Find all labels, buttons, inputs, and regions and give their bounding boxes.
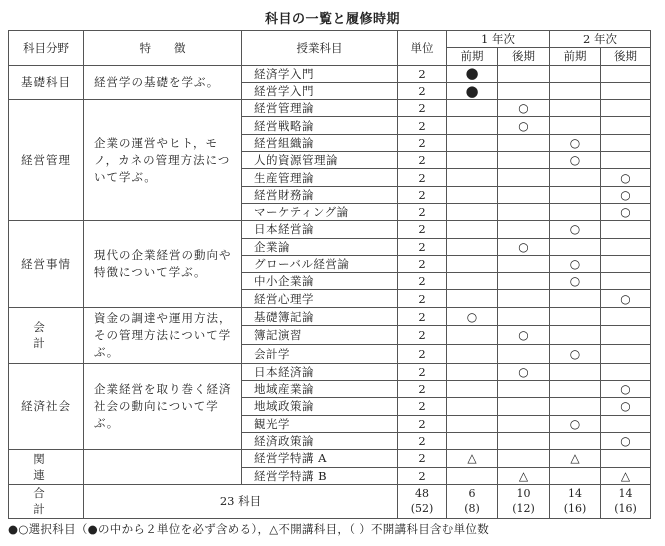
header-year2: 2 年次 [550, 31, 651, 48]
empty-cell [447, 398, 498, 415]
empty-cell [447, 467, 498, 484]
header-year1-early: 前期 [447, 48, 498, 65]
empty-cell [447, 221, 498, 238]
required-choice-mark: ● [447, 82, 498, 99]
course-unit: 2 [398, 273, 447, 290]
category-cell: 経営事情 [9, 221, 84, 307]
empty-cell [498, 65, 550, 82]
elective-mark: ○ [447, 307, 498, 326]
table-row [9, 307, 651, 326]
course-unit: 2 [398, 415, 447, 432]
empty-cell [601, 450, 651, 467]
empty-cell [498, 345, 550, 364]
elective-mark: ○ [498, 326, 550, 345]
empty-cell [447, 415, 498, 432]
empty-cell [601, 363, 651, 380]
course-name: 経済政策論 [242, 432, 398, 449]
not-offered-mark: △ [498, 467, 550, 484]
course-unit: 2 [398, 255, 447, 272]
elective-mark: ○ [498, 100, 550, 117]
empty-cell [498, 82, 550, 99]
empty-cell [601, 255, 651, 272]
totals-term-paren: (16) [563, 502, 587, 516]
totals-term-paren: (12) [512, 502, 535, 516]
course-unit: 2 [398, 238, 447, 255]
course-name: 中小企業論 [242, 273, 398, 290]
course-unit: 2 [398, 82, 447, 99]
totals-term [447, 484, 498, 518]
course-name: 簿記演習 [242, 326, 398, 345]
empty-cell [601, 117, 651, 134]
header-row-1 [9, 31, 651, 48]
course-unit: 2 [398, 363, 447, 380]
empty-cell [447, 134, 498, 151]
totals-term-value: 14 [618, 487, 633, 501]
course-unit: 2 [398, 326, 447, 345]
empty-cell [498, 255, 550, 272]
totals-term [601, 484, 651, 518]
empty-cell [601, 152, 651, 169]
course-name: 会計学 [242, 345, 398, 364]
course-name: 経営学特講 A [242, 450, 398, 467]
elective-mark: ○ [601, 432, 651, 449]
empty-cell [498, 221, 550, 238]
category-cell: 経営管理 [9, 100, 84, 221]
totals-term-value: 10 [516, 487, 531, 501]
empty-cell [447, 255, 498, 272]
empty-cell [601, 307, 651, 326]
empty-cell [498, 450, 550, 467]
not-offered-mark: △ [550, 450, 601, 467]
course-unit: 2 [398, 221, 447, 238]
header-unit: 単位 [398, 31, 447, 66]
category-cell: 基礎科目 [9, 65, 84, 100]
course-name: 経営学特講 B [242, 467, 398, 484]
course-unit: 2 [398, 467, 447, 484]
empty-cell [447, 169, 498, 186]
elective-mark: ○ [498, 117, 550, 134]
totals-row [9, 484, 651, 518]
empty-cell [601, 65, 651, 82]
header-field: 科目分野 [9, 31, 84, 66]
totals-courses: 23 科目 [84, 484, 398, 518]
empty-cell [447, 381, 498, 398]
elective-mark: ○ [550, 221, 601, 238]
course-unit: 2 [398, 65, 447, 82]
not-offered-mark: △ [601, 467, 651, 484]
empty-cell [550, 169, 601, 186]
empty-cell [498, 186, 550, 203]
course-unit: 2 [398, 450, 447, 467]
totals-term [498, 484, 550, 518]
totals-unit-paren: (52) [410, 502, 434, 516]
elective-mark: ○ [550, 255, 601, 272]
course-unit: 2 [398, 307, 447, 326]
totals-term [550, 484, 601, 518]
course-unit: 2 [398, 169, 447, 186]
empty-cell [498, 307, 550, 326]
table-row [9, 450, 651, 467]
empty-cell [550, 307, 601, 326]
empty-cell [550, 82, 601, 99]
header-year2-early: 前期 [550, 48, 601, 65]
empty-cell [550, 65, 601, 82]
totals-term-paren: (16) [614, 502, 637, 516]
empty-cell [447, 203, 498, 220]
course-unit: 2 [398, 152, 447, 169]
empty-cell [550, 186, 601, 203]
header-course: 授業科目 [242, 31, 398, 66]
empty-cell [601, 134, 651, 151]
empty-cell [601, 221, 651, 238]
empty-cell [601, 82, 651, 99]
totals-label: 合 計 [9, 484, 84, 518]
course-unit: 2 [398, 117, 447, 134]
elective-mark: ○ [601, 290, 651, 307]
description-cell [84, 450, 242, 485]
required-choice-mark: ● [447, 65, 498, 82]
course-name: 経営学入門 [242, 82, 398, 99]
empty-cell [447, 186, 498, 203]
empty-cell [601, 273, 651, 290]
empty-cell [550, 467, 601, 484]
course-name: 経営戦略論 [242, 117, 398, 134]
course-name: 地域政策論 [242, 398, 398, 415]
course-name: 日本経済論 [242, 363, 398, 380]
empty-cell [550, 363, 601, 380]
elective-mark: ○ [498, 238, 550, 255]
course-table [8, 30, 651, 519]
course-unit: 2 [398, 134, 447, 151]
elective-mark: ○ [550, 415, 601, 432]
elective-mark: ○ [550, 134, 601, 151]
empty-cell [550, 100, 601, 117]
description-cell: 企業の運営やヒト，モノ，カネの管理方法について学ぶ。 [84, 100, 242, 221]
empty-cell [498, 152, 550, 169]
course-name: 地域産業論 [242, 381, 398, 398]
empty-cell [447, 345, 498, 364]
course-unit: 2 [398, 381, 447, 398]
header-year1-late: 後期 [498, 48, 550, 65]
course-name: 基礎簿記論 [242, 307, 398, 326]
course-name: マーケティング論 [242, 203, 398, 220]
empty-cell [498, 290, 550, 307]
empty-cell [447, 100, 498, 117]
empty-cell [447, 326, 498, 345]
empty-cell [601, 238, 651, 255]
header-feature: 特 徴 [84, 31, 242, 66]
empty-cell [498, 169, 550, 186]
course-unit: 2 [398, 432, 447, 449]
empty-cell [447, 363, 498, 380]
header-year1: 1 年次 [447, 31, 550, 48]
empty-cell [550, 238, 601, 255]
elective-mark: ○ [550, 152, 601, 169]
course-unit: 2 [398, 398, 447, 415]
empty-cell [498, 432, 550, 449]
not-offered-mark: △ [447, 450, 498, 467]
elective-mark: ○ [550, 345, 601, 364]
totals-unit [398, 484, 447, 518]
table-row [9, 65, 651, 82]
totals-term-value: 6 [468, 487, 476, 501]
empty-cell [498, 398, 550, 415]
page-title: 科目の一覧と履修時期 [264, 12, 400, 27]
course-unit: 2 [398, 100, 447, 117]
empty-cell [550, 117, 601, 134]
course-name: 企業論 [242, 238, 398, 255]
course-name: 経営心理学 [242, 290, 398, 307]
empty-cell [498, 381, 550, 398]
elective-mark: ○ [601, 203, 651, 220]
elective-mark: ○ [601, 186, 651, 203]
course-name: 日本経営論 [242, 221, 398, 238]
table-row [9, 100, 651, 117]
description-cell: 経営学の基礎を学ぶ。 [84, 65, 242, 100]
course-name: 経営管理論 [242, 100, 398, 117]
empty-cell [447, 238, 498, 255]
empty-cell [550, 398, 601, 415]
description-cell: 資金の調達や運用方法，その管理方法について学ぶ。 [84, 307, 242, 363]
empty-cell [498, 273, 550, 290]
header-year2-late: 後期 [601, 48, 651, 65]
category-cell: 会 計 [9, 307, 84, 363]
empty-cell [550, 432, 601, 449]
elective-mark: ○ [601, 398, 651, 415]
description-cell: 企業経営を取り巻く経済社会の動向について学ぶ。 [84, 363, 242, 449]
empty-cell [601, 415, 651, 432]
course-unit: 2 [398, 203, 447, 220]
footnote: ●○選択科目（●の中から２単位を必ず含める），△不開講科目，（ ）不開講科目含む単位数 [8, 522, 489, 536]
empty-cell [447, 152, 498, 169]
course-name: グローバル経営論 [242, 255, 398, 272]
elective-mark: ○ [550, 273, 601, 290]
empty-cell [601, 326, 651, 345]
empty-cell [498, 203, 550, 220]
course-unit: 2 [398, 345, 447, 364]
category-cell: 経済社会 [9, 363, 84, 449]
elective-mark: ○ [601, 381, 651, 398]
course-name: 経営組織論 [242, 134, 398, 151]
empty-cell [601, 345, 651, 364]
empty-cell [550, 326, 601, 345]
description-cell: 現代の企業経営の動向や特徴について学ぶ。 [84, 221, 242, 307]
elective-mark: ○ [601, 169, 651, 186]
empty-cell [550, 203, 601, 220]
empty-cell [601, 100, 651, 117]
course-name: 経済学入門 [242, 65, 398, 82]
empty-cell [447, 432, 498, 449]
course-name: 観光学 [242, 415, 398, 432]
course-name: 生産管理論 [242, 169, 398, 186]
empty-cell [550, 290, 601, 307]
course-name: 経営財務論 [242, 186, 398, 203]
empty-cell [447, 290, 498, 307]
course-unit: 2 [398, 290, 447, 307]
totals-term-value: 14 [568, 487, 583, 501]
totals-unit-value: 48 [415, 487, 429, 501]
category-cell: 関 連 [9, 450, 84, 485]
empty-cell [447, 273, 498, 290]
empty-cell [498, 415, 550, 432]
course-unit: 2 [398, 186, 447, 203]
totals-term-paren: (8) [464, 502, 480, 516]
empty-cell [447, 117, 498, 134]
empty-cell [550, 381, 601, 398]
elective-mark: ○ [498, 363, 550, 380]
table-row [9, 363, 651, 380]
course-name: 人的資源管理論 [242, 152, 398, 169]
table-row [9, 221, 651, 238]
empty-cell [498, 134, 550, 151]
